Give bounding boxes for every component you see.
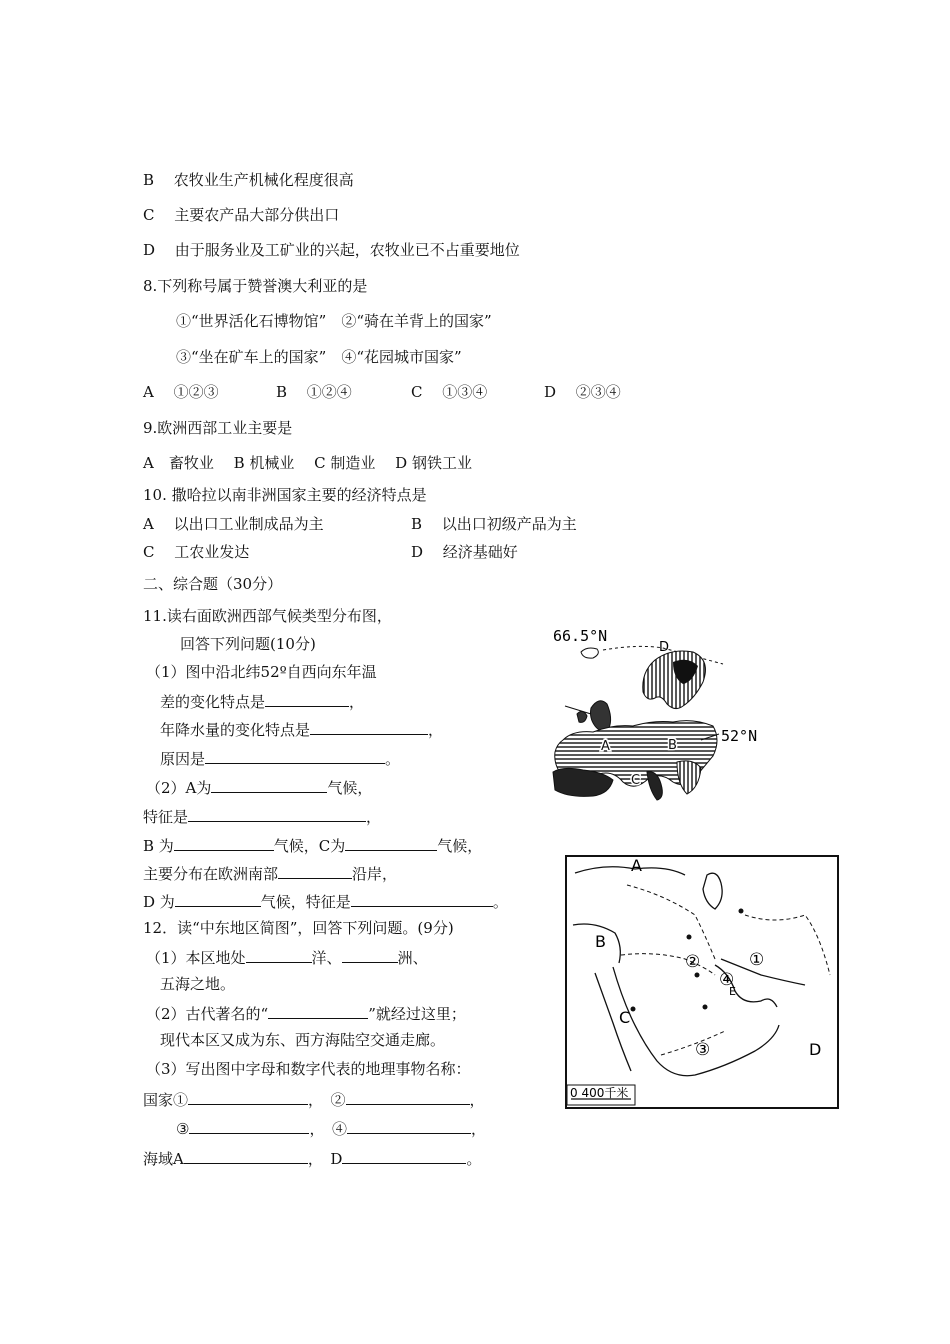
question-12-seas: [143, 1147, 481, 1169]
question-11-c-location: [143, 862, 397, 884]
city-dot: [703, 1005, 708, 1010]
question-11-part-2-feature: [143, 805, 381, 827]
label: 特征是: [143, 808, 189, 826]
label: 气候，C为: [273, 837, 346, 855]
label-a: A: [631, 856, 642, 875]
question-8-items-2: ③“坐在矿车上的国家” ④“花园城市国家”: [176, 348, 462, 366]
label-c: C: [619, 1008, 631, 1027]
question-11-b-c: [143, 834, 482, 856]
label: 气候，: [327, 779, 373, 797]
option-b-line: B 农牧业生产机械化程度很高: [143, 171, 354, 189]
label: 年降水量的变化特点是: [160, 721, 311, 739]
answer-blank[interactable]: [347, 1117, 471, 1134]
question-12-countries-1: [143, 1088, 485, 1110]
map-frame: [566, 856, 838, 1108]
section-2-heading: 二、综合题（30分）: [143, 575, 283, 593]
punct: ，: [349, 693, 365, 711]
answer-blank[interactable]: [265, 690, 349, 707]
question-11-d: [143, 890, 508, 912]
city-dot: [687, 935, 692, 940]
punct: 。: [492, 893, 508, 911]
city-dot: [695, 973, 700, 978]
punct: ，: [469, 1091, 485, 1109]
label-b: B: [668, 738, 677, 753]
question-8-option-b: B ①②④: [276, 383, 352, 401]
answer-blank[interactable]: [351, 890, 493, 907]
label-e: E: [729, 985, 736, 998]
label: B 为: [143, 837, 174, 855]
label-2: ②: [685, 952, 701, 972]
scale-label: 0 400千米: [570, 1086, 629, 1100]
question-10-option-c: C 工农业发达: [143, 543, 250, 561]
british-isles-shape: [591, 701, 611, 731]
label-a: A: [601, 739, 610, 754]
answer-blank[interactable]: [188, 1088, 308, 1105]
answer-blank[interactable]: [345, 834, 437, 851]
label: D 为: [143, 893, 175, 911]
europe-climate-map: [543, 622, 773, 804]
label-c: C: [631, 773, 641, 788]
label-3: ③: [695, 1040, 711, 1060]
label: 洲、: [397, 949, 428, 967]
label: 气候，特征是: [260, 893, 351, 911]
answer-blank[interactable]: [205, 747, 385, 764]
lat-52-label: 52°N: [721, 727, 758, 745]
city-dot: [631, 1007, 636, 1012]
question-11-part-1-precip: [160, 718, 443, 740]
answer-blank[interactable]: [246, 946, 312, 963]
answer-blank[interactable]: [310, 718, 428, 735]
punct: 。: [466, 1150, 482, 1168]
label: 差的变化特点是: [160, 693, 266, 711]
label-b: B: [595, 932, 606, 951]
label: 海域A: [143, 1150, 184, 1168]
question-12-part-1: [146, 946, 428, 968]
question-8-items-1: ①“世界活化石博物馆” ②“骑在羊背上的国家”: [176, 312, 492, 330]
answer-blank[interactable]: [346, 1088, 470, 1105]
label: ， ②: [308, 1091, 346, 1109]
question-8-option-a: A ①②③: [143, 383, 219, 401]
answer-blank[interactable]: [188, 805, 366, 822]
question-12: 12．读“中东地区简图”，回答下列问题。(9分): [143, 919, 454, 937]
punct: ，: [366, 808, 382, 826]
punct: 。: [385, 750, 401, 768]
lat-66-label: 66.5°N: [553, 627, 608, 645]
question-10-option-b: B 以出口初级产品为主: [411, 515, 577, 533]
question-11-part-2: [146, 776, 372, 798]
label: ， ④: [309, 1120, 347, 1138]
middle-east-map: [565, 855, 840, 1110]
question-11-part-1: （1）图中沿北纬52º自西向东年温: [146, 663, 377, 681]
question-12-countries-2: [176, 1117, 486, 1139]
answer-blank[interactable]: [342, 1147, 466, 1164]
question-12-part-2: [146, 1002, 466, 1024]
balkan-area: [677, 761, 701, 794]
answer-blank[interactable]: [278, 862, 352, 879]
question-11-sub: 回答下列问题(10分): [180, 635, 316, 653]
option-d-line: D 由于服务业及工矿业的兴起，农牧业已不占重要地位: [143, 241, 520, 259]
question-12-part-1b: 五海之地。: [160, 975, 236, 993]
label: （2）A为: [146, 779, 212, 797]
label: 沿岸，: [352, 865, 398, 883]
question-11-part-1-temp: [160, 690, 364, 712]
question-10: 10. 撒哈拉以南非洲国家主要的经济特点是: [143, 486, 427, 504]
label: ③: [176, 1120, 190, 1138]
city-dot: [739, 909, 744, 914]
label-d: D: [809, 1040, 822, 1059]
label: 主要分布在欧洲南部: [143, 865, 279, 883]
label: （2）古代著名的“: [146, 1005, 269, 1023]
answer-blank[interactable]: [189, 1117, 309, 1134]
answer-blank[interactable]: [174, 834, 274, 851]
question-9: 9.欧洲西部工业主要是: [143, 419, 293, 437]
label: ， D: [307, 1150, 343, 1168]
question-10-option-a: A 以出口工业制成品为主: [143, 515, 324, 533]
answer-blank[interactable]: [175, 890, 261, 907]
label-1: ①: [749, 950, 765, 970]
label-4: ④: [719, 970, 735, 990]
label: 国家①: [143, 1091, 189, 1109]
label: 气候，: [437, 837, 483, 855]
ireland-shape: [577, 711, 587, 722]
iceland-shape: [581, 648, 598, 658]
answer-blank[interactable]: [268, 1002, 368, 1019]
label-d: D: [659, 640, 670, 655]
punct: ，: [428, 721, 444, 739]
question-10-option-d: D 经济基础好: [411, 543, 518, 561]
question-9-options: A 畜牧业 B 机械业 C 制造业 D 钢铁工业: [143, 454, 472, 472]
question-11-part-1-reason: [160, 747, 400, 769]
question-8: 8.下列称号属于赞誉澳大利亚的是: [143, 277, 368, 295]
label: 原因是: [160, 750, 206, 768]
answer-blank[interactable]: [211, 776, 327, 793]
question-12-part-2b: 现代本区又成为东、西方海陆空交通走廊。: [160, 1031, 446, 1049]
answer-blank[interactable]: [184, 1147, 308, 1164]
question-8-option-d: D ②③④: [544, 383, 621, 401]
scandinavia-shape: [643, 651, 706, 709]
label: 洋、: [311, 949, 342, 967]
question-12-part-3: （3）写出图中字母和数字代表的地理事物名称：: [146, 1060, 471, 1078]
question-8-option-c: C ①③④: [411, 383, 488, 401]
label: ”就经过这里；: [368, 1005, 466, 1023]
label: （1）本区地处: [146, 949, 246, 967]
question-11: 11.读右面欧洲西部气候类型分布图，: [143, 607, 392, 625]
option-c-line: C 主要农产品大部分供出口: [143, 206, 340, 224]
answer-blank[interactable]: [342, 946, 398, 963]
punct: ，: [470, 1120, 486, 1138]
